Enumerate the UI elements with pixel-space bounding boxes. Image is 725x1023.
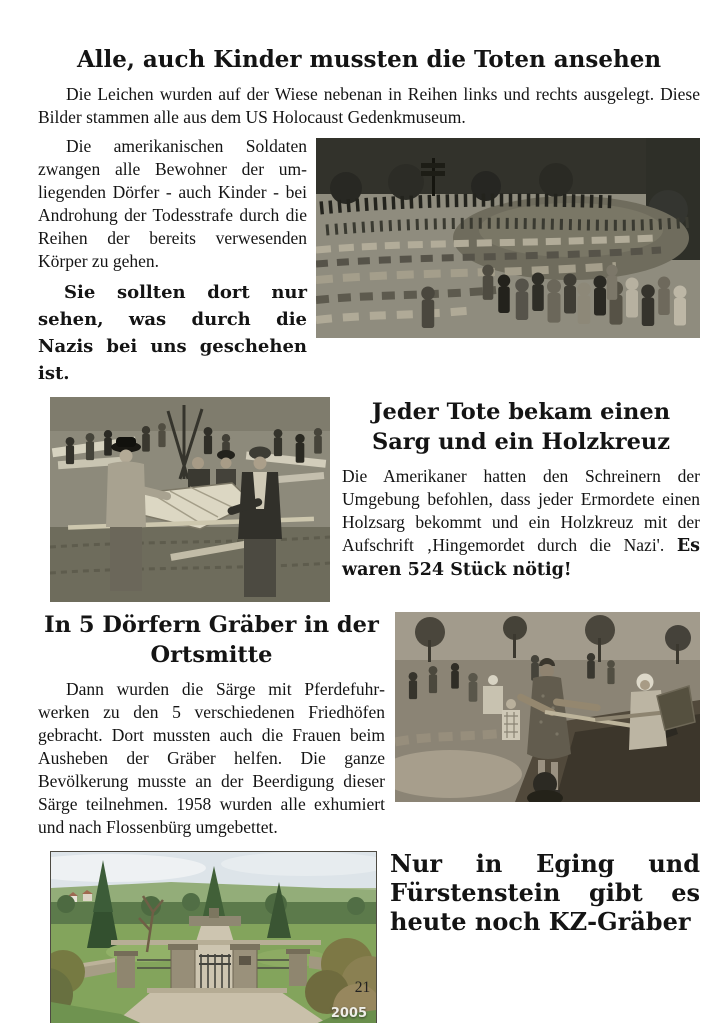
graves-body: Dann wurden die Särge mit Pferdefuhrwerken zu den 5 verschiedenen Friedhöfen gebracht. Dort mussten auch die Frauen beim Ausheben der Gräber helfen. Die ganze Bevölkerung musste an der Beerdigung dieser Särge teilnehmen. 1958 wurden alle exhumiert und nach Flossenbürg umgebettet. — [38, 679, 385, 837]
photo-mass-grave-field — [316, 138, 700, 338]
forced-viewing-emphasis: Sie sollten dort nur sehen, was durch die Nazis bei uns geschehen ist. — [38, 282, 307, 384]
page-title: Alle, auch Kinder mussten die Toten ansehen — [76, 46, 662, 73]
photo-year-stamp: 2005 — [330, 1006, 367, 1021]
section-graves — [38, 610, 700, 839]
coffins-emphasis: Es waren 524 Stück nötig! — [342, 536, 701, 580]
coffins-heading-line1: Jeder Tote bekam einen — [371, 399, 671, 425]
photo-coffin-carriers — [50, 397, 330, 602]
section-forced-viewing — [38, 135, 700, 387]
photo-memorial-2005 — [50, 851, 377, 1023]
coffins-heading-line2: Sarg und ein Holzkreuz — [371, 429, 671, 455]
graves-heading-line1: In 5 Dörfern Gräber in der — [44, 612, 379, 638]
graves-heading-line2: Ortsmitte — [150, 642, 273, 668]
page-number: 21 — [354, 979, 371, 996]
today-heading: Nur in Eging und Fürstenstein gibt es heute noch KZ-Gräber — [390, 849, 700, 936]
photo-grave-digging — [395, 612, 700, 802]
coffins-body-text: Die Amerikaner hatten den Schreinern der Umgebung befohlen, dass jeder Ermordete einen Holzsarg bekommt und ein Holzkreuz mit der Aufschrift ‚Hingemordet durch die Nazi'. — [342, 466, 700, 555]
section-coffins — [38, 397, 700, 602]
forced-viewing-body: Die amerikanischen Soldaten zwangen alle Bewohner der umliegenden Dörfer - auch Kinder - bei Androhung der Todesstrafe durch die Reihen der bereits verwesenden Körper zu gehen. — [38, 136, 307, 271]
intro-paragraph: Die Leichen wurden auf der Wiese nebenan in Reihen links und rechts ausgelegt. Diese Bilder stammen alle aus dem US Holocaust Gedenkmuseum. — [38, 84, 700, 127]
